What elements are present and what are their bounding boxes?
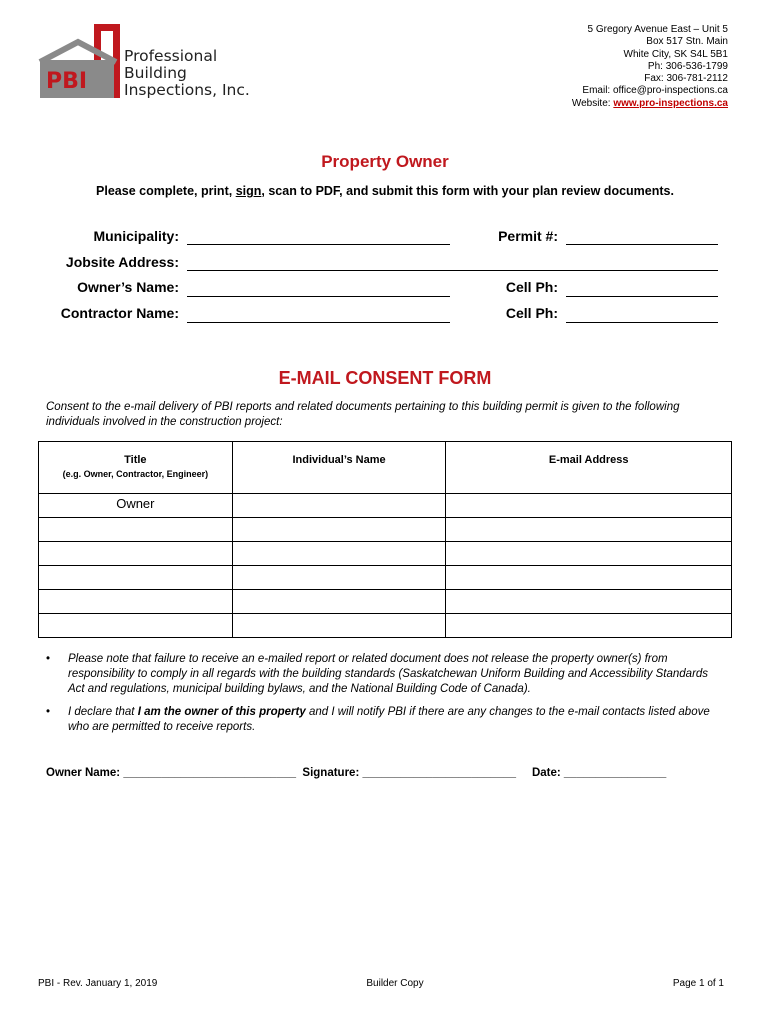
company-name [124,48,250,99]
bullet-icon: • [46,653,51,665]
instructions-text: Please complete, print, [96,184,236,198]
table-row [39,542,732,566]
title-cell[interactable]: Owner [39,494,233,518]
fax-line: Fax: 306-781-2112 [644,73,728,85]
address-line: 5 Gregory Avenue East – Unit 5 [587,24,728,35]
date-field[interactable]: Date: ________________ [531,767,667,779]
email-cell[interactable] [446,590,732,614]
name-cell[interactable] [232,566,446,590]
contractor-cell-field[interactable] [566,322,718,323]
email-cell[interactable] [446,542,732,566]
footer-page: Page 1 of 1 [672,978,724,989]
table-row [39,518,732,542]
website-link[interactable]: www.pro-inspections.ca [613,97,728,109]
note-text: I declare that [68,706,138,718]
logo-letters: PBI [46,69,88,94]
title-cell[interactable] [39,614,233,638]
name-cell[interactable] [232,614,446,638]
municipality-field[interactable] [187,244,450,245]
title-cell[interactable] [39,590,233,614]
jobsite-address-label: Jobsite Address: [65,254,179,270]
email-cell[interactable] [446,566,732,590]
signature-field[interactable]: Signature: ________________________ [302,767,516,779]
company-name-line: Inspections, Inc. [124,81,250,99]
list-item [46,652,716,697]
address-line: White City, SK S4L 5B1 [623,48,728,60]
contractor-name-label: Contractor Name: [60,305,179,321]
consent-intro: Consent to the e-mail delivery of PBI reports and related documents pertaining to this building permit is given to the following individuals involved in the construction project: [46,401,680,428]
table-row [39,614,732,638]
email-cell[interactable] [446,494,732,518]
website-label: Website: [571,97,611,109]
jobsite-address-field[interactable] [187,270,718,271]
company-name-line: Building [124,64,187,82]
form-instructions [0,184,770,198]
footer-copy: Builder Copy [366,978,424,989]
signature-row [46,767,666,779]
owner-name-field[interactable] [187,296,450,297]
company-address [468,24,728,110]
table-header-row [39,442,732,494]
email-line: Email: office@pro-inspections.ca [582,85,728,97]
owner-cell-label: Cell Ph: [505,279,558,295]
title-column-label: Title [124,454,147,466]
instructions-sign: sign [235,184,262,198]
consent-table [38,441,732,638]
table-row [39,590,732,614]
note-text: and I will notify PBI if there are any changes to the e-mail contacts listed above who are permitted to receive reports. [68,706,710,733]
title-cell[interactable] [39,542,233,566]
name-column-header: Individual’s Name [232,442,446,494]
name-cell[interactable] [232,494,446,518]
owner-name-signature-field[interactable]: Owner Name: ___________________________ [46,767,297,779]
consent-title: E-MAIL CONSENT FORM [278,368,492,388]
consent-notes [46,652,716,743]
title-column-header [39,442,233,494]
bullet-icon: • [46,706,51,718]
table-row [39,494,732,518]
contractor-name-field[interactable] [187,322,450,323]
permit-field[interactable] [566,244,718,245]
form-title: Property Owner [321,152,449,171]
title-cell[interactable] [39,518,233,542]
name-cell[interactable] [232,542,446,566]
website-line [468,98,728,110]
address-line: Box 517 Stn. Main [646,36,728,48]
name-cell[interactable] [232,590,446,614]
instructions-text: , scan to PDF, and submit this form with your plan review documents. [261,184,674,198]
email-cell[interactable] [446,518,732,542]
permit-label: Permit #: [498,228,558,244]
table-row [39,566,732,590]
owner-cell-field[interactable] [566,296,718,297]
note-text: Please note that failure to receive an e-mailed report or related document does not release the property owner(s) from responsibility to comply in all regards with the building standards (Saskatchewan Uniform Building and Accessibility Standards Act and regulations, municipal building bylaws, and the National Building Code of Canada). [68,653,709,695]
email-cell[interactable] [446,614,732,638]
owner-name-label: Owner’s Name: [77,279,179,295]
company-name-line: Professional [124,47,218,65]
email-column-header: E-mail Address [446,442,732,494]
phone-line: Ph: 306-536-1799 [647,60,728,72]
municipality-label: Municipality: [93,228,179,244]
list-item [46,705,716,735]
title-column-hint: (e.g. Owner, Contractor, Engineer) [62,469,209,479]
owner-declaration: I am the owner of this property [137,706,306,718]
contractor-cell-label: Cell Ph: [505,305,558,321]
footer-revision: PBI - Rev. January 1, 2019 [38,978,158,989]
name-cell[interactable] [232,518,446,542]
title-cell[interactable] [39,566,233,590]
